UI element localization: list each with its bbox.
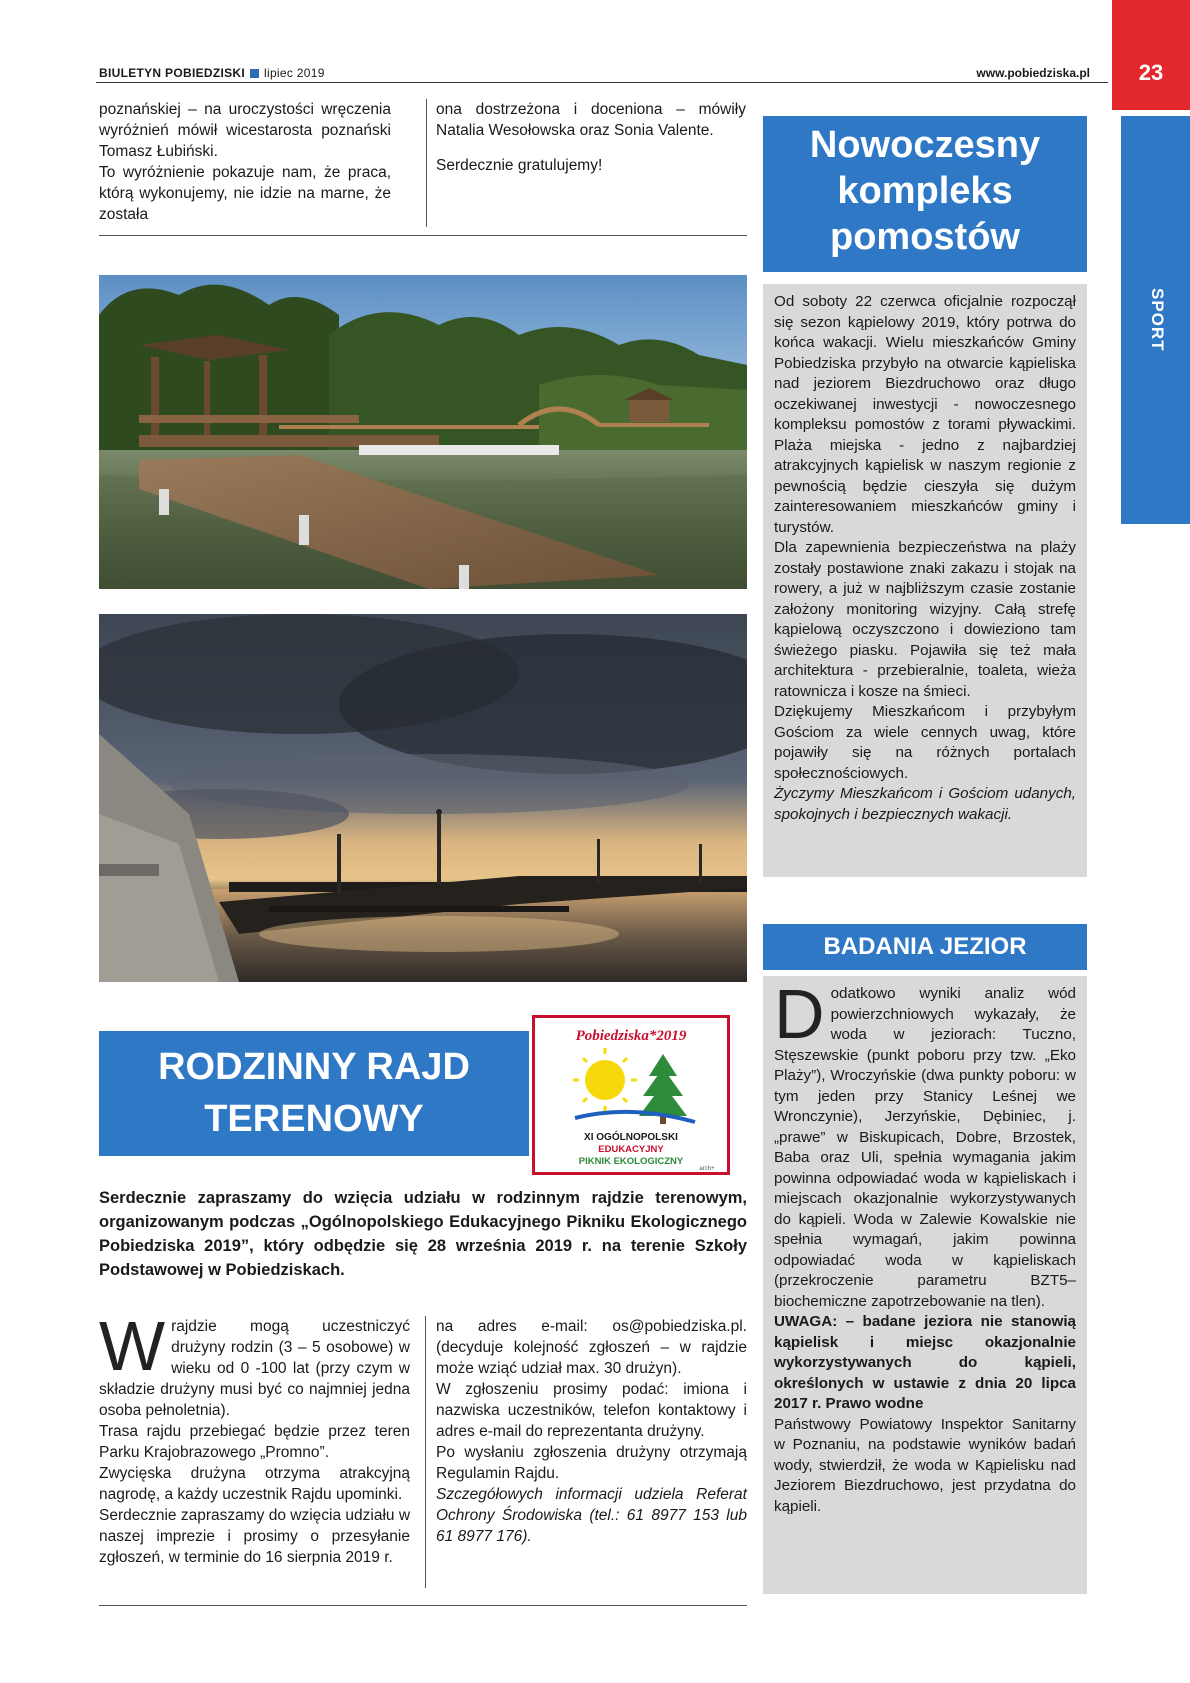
intro-column-2 xyxy=(436,99,746,176)
logo-line-1: XI OGÓLNOPOLSKI xyxy=(584,1132,678,1143)
column-divider xyxy=(425,1316,426,1588)
rally-paragraph: Zwycięska drużyna otrzyma atrakcyjną nagrodę, a każdy uczestnik Rajdu upominki. xyxy=(99,1465,410,1503)
logo-top-text: Pobiedziska*2019 xyxy=(575,1028,687,1044)
sun-icon xyxy=(573,1048,637,1112)
rally-info: Szczegółowych informacji udziela Referat Ochrony Środowiska (tel.: 61 8977 153 lub 61 8977 176). xyxy=(436,1486,747,1545)
footer-divider xyxy=(99,1605,747,1606)
lakes-article-body xyxy=(774,975,1076,1517)
rally-dropcap: W xyxy=(99,1307,166,1385)
rally-column-2 xyxy=(436,1316,747,1547)
publication-name: BIULETYN POBIEDZISKI xyxy=(99,66,246,80)
rally-title-line-2: TERENOWY xyxy=(204,1098,424,1140)
page-number: 23 xyxy=(1112,0,1190,110)
rally-paragraph: W zgłoszeniu prosimy podać: imiona i nazwiska uczestników, telefon kontaktowy i adres e-mail do reprezentanta drużyny. xyxy=(436,1381,747,1440)
rally-paragraph: Trasa rajdu przebiegać będzie przez teren Parku Krajobrazowego „Promno”. xyxy=(99,1423,410,1461)
rally-first-paragraph xyxy=(99,1307,410,1421)
rally-title-line-1: RODZINNY RAJD xyxy=(158,1046,470,1088)
section-label: SPORT xyxy=(1148,288,1167,352)
intro-column-1 xyxy=(99,99,391,225)
pier-paragraph: Dla zapewnienia bezpieczeństwa na plaży zostały postawione znaki zakazu i stojak na rowery, a już w najbliższym czasie zostanie założony monitoring wizyjny. Całą strefę kąpielową oczyszczono i dowieziono tam świeżego piasku. Pojawiła się też mała architektura - przebieralnie, toaleta, wieża ratownicza i kosze na śmieci. xyxy=(774,539,1076,700)
pier-closing: Życzymy Mieszkańcom i Gościom udanych, spokojnych i bezpiecznych wakacji. xyxy=(774,785,1076,823)
lakes-lead-text: odatkowo wyniki analiz wód powierzchniowych wykazały, że woda w jeziorach: Tuczno, Stęszewskie (punkt poboru przy tzw. „Eko Plaży”), Wroczyńskie (dwa punkty poboru: w tym jeden przy Stanicy Leśnej we Wronczynie), Jerzyńskie, Dębiniec, j. „prawe” w Biskupicach, Dobre, Brzostek, Baba oraz Uli, spełnia wymagania jakim powinna odpowiadać woda w kąpieliskach i miejscach okazjonalnie wykorzystywanych do kąpieli. Woda w Zalewie Kowalskie nie spełnia wymagań, jakim powinna odpowiadać woda w kąpieliskach (przekroczenie parametru BZT5– biochemiczne zapotrzebowanie na tlen). xyxy=(774,985,1076,1310)
intro-paragraph: Serdecznie gratulujemy! xyxy=(436,157,603,174)
logo-line-2: EDUKACYJNY xyxy=(598,1144,664,1155)
rally-paragraph: Po wysłaniu zgłoszenia drużyny otrzymają Regulamin Rajdu. xyxy=(436,1444,747,1482)
pier-article-body xyxy=(774,292,1076,825)
pier-article-header xyxy=(763,116,1087,272)
rally-paragraph: na adres e-mail: os@pobiedziska.pl. (decyduje kolejność zgłoszeń – w rajdzie może wziąć udział max. 30 drużyn). xyxy=(436,1318,747,1377)
pier-article-title: Nowoczesny kompleks pomostów xyxy=(809,124,1041,258)
pier-photo-sunset xyxy=(99,614,747,982)
header-divider xyxy=(96,82,1108,83)
rally-first-text: rajdzie mogą uczestniczyć drużyny rodzin (3 – 5 osobowe) w wieku od 0 -100 lat (przy czym w składzie drużyny musi być co najmniej jedna osoba pełnoletnia). xyxy=(99,1318,410,1419)
pier-paragraph: Od soboty 22 czerwca oficjalnie rozpoczął się sezon kąpielowy 2019, który potrwa do końca wakacji. Wielu mieszkańców Gminy Pobiedziska przybyło na otwarcie kąpieliska nad jeziorem Biezdruchowo oraz długo oczekiwanej inwestycji - nowoczesnego kompleksu pomostów z torami pływackimi. Plaża miejska - jedno z najbardziej atrakcyjnych kąpielisk w naszym regionie z pewnością będzie cieszyła się dużym zainteresowaniem mieszkańców gminy i turystów. xyxy=(774,293,1076,536)
rally-article-header xyxy=(99,1031,529,1156)
issue-date: lipiec 2019 xyxy=(264,66,325,80)
pier-photo-day xyxy=(99,275,747,589)
logo-line-3: PIKNIK EKOLOGICZNY xyxy=(578,1156,684,1167)
square-bullet-icon xyxy=(250,69,259,78)
column-divider xyxy=(426,99,427,227)
rally-paragraph: Serdecznie zapraszamy do wzięcia udziału w naszej imprezie i prosimy o przesyłanie zgłoszeń, w terminie do 16 sierpnia 2019 r. xyxy=(99,1507,411,1566)
rally-lead: Serdecznie zapraszamy do wzięcia udziału w rodzinnym rajdzie terenowym, organizowanym podczas „Ogólnopolskiego Edukacyjnego Pikniku Ekologicznego Pobiedziska 2019”, który odbędzie się 28 września 2019 r. na terenie Szkoły Podstawowej w Pobiedziskach. xyxy=(99,1189,747,1279)
eco-picnic-logo xyxy=(532,1015,730,1175)
intro-paragraph: ona dostrzeżona i doceniona – mówiły Natalia Wesołowska oraz Sonia Valente. xyxy=(436,101,746,139)
logo-credit: arch+ xyxy=(699,1166,715,1172)
lakes-dropcap: D xyxy=(774,975,825,1053)
pier-paragraph: Dziękujemy Mieszkańcom i przybyłym Gościom za wiele cennych uwag, które pojawiły się na różnych portalach społecznościowych. xyxy=(774,703,1076,782)
intro-paragraph: To wyróżnienie pokazuje nam, że praca, którą wykonujemy, nie idzie na marne, że została xyxy=(99,164,391,223)
lakes-lead xyxy=(774,975,1076,1312)
lakes-article-title: BADANIA JEZIOR xyxy=(763,924,1087,970)
rally-column-1 xyxy=(99,1307,411,1568)
intro-paragraph: poznańskiej – na uroczystości wręczenia wyróżnień mówił wicestarosta poznański Tomasz Łubiński. xyxy=(99,101,391,160)
publication-header xyxy=(99,66,325,80)
lakes-closing: Państwowy Powiatowy Inspektor Sanitarny w Poznaniu, na podstawie wyników badań wody, stwierdził, że woda w Kąpielisku nad Jeziorem Biezdruchowo, jest przydatna do kąpieli. xyxy=(774,1415,1076,1515)
section-divider xyxy=(99,235,747,236)
website-link[interactable]: www.pobiedziska.pl xyxy=(976,66,1090,80)
lakes-warning: UWAGA: – badane jeziora nie stanowią kąpielisk i miejsc okazjonalnie wykorzystywanych do kąpieli, określonych w ustawie z dnia 20 lipca 2017 r. Prawo wodne xyxy=(774,1313,1076,1412)
